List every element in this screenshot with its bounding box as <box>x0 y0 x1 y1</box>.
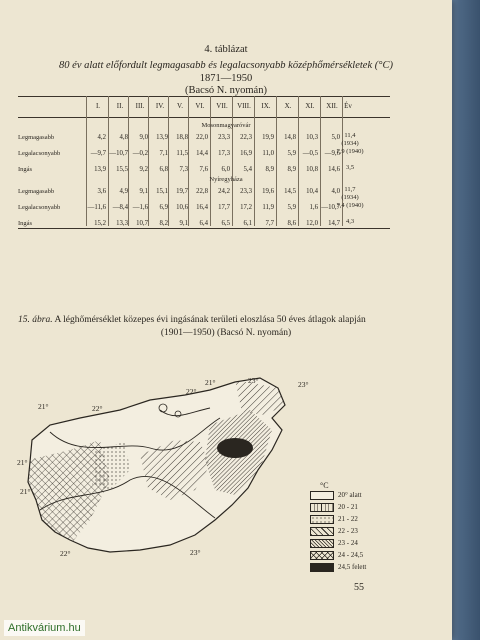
table-cell: 10,6 <box>176 204 188 211</box>
table-cell: 19,7 <box>176 188 188 195</box>
book-spine <box>448 0 480 640</box>
column-header: IX. <box>261 102 271 110</box>
legend-label: 24 - 24,5 <box>338 551 364 559</box>
column-header: XII. <box>326 102 338 110</box>
table-cell: 22,0 <box>196 134 208 141</box>
row-label: Legalacsonyabb <box>18 150 61 157</box>
table-cell: 19,6 <box>262 188 274 195</box>
table-cell: 14,8 <box>284 134 296 141</box>
table-cell: 10,3 <box>306 134 318 141</box>
table-header-rule <box>18 117 390 118</box>
table-cell: 8,9 <box>287 166 296 173</box>
legend-unit: °C <box>320 481 329 490</box>
table-cell: 7,1 <box>159 150 168 157</box>
table-cell: 6,8 <box>159 166 168 173</box>
column-header: VIII. <box>237 102 251 110</box>
table-cell: 17,7 <box>218 204 230 211</box>
table-cell: 24,2 <box>218 188 230 195</box>
column-header: V. <box>177 102 183 110</box>
legend-label: 20° alatt <box>338 491 362 499</box>
legend-swatch <box>310 563 334 572</box>
map-label: 21° <box>20 487 31 496</box>
year-cell: 11,4 (1934) <box>341 132 359 147</box>
map-label: 21° <box>17 458 28 467</box>
table-cell: —8,4 <box>112 204 128 211</box>
legend-label: 21 - 22 <box>338 515 358 523</box>
watermark: Antikvárium.hu <box>4 620 85 636</box>
table-source: (Bacsó N. nyomán) <box>185 85 267 96</box>
table-cell: 15,1 <box>156 188 168 195</box>
row-label: Legmagasabb <box>18 188 55 195</box>
table-cell: 5,9 <box>287 204 296 211</box>
table-cell: 4,2 <box>97 134 106 141</box>
column-header: VII. <box>216 102 228 110</box>
hungary-temperature-map <box>10 370 300 570</box>
table-cell: 11,9 <box>262 204 274 211</box>
table-cell: 6,9 <box>159 204 168 211</box>
map-label: 23° <box>298 380 309 389</box>
table-cell: 6,4 <box>199 220 208 227</box>
zone-24-5-above <box>217 438 253 458</box>
table-cell: —10,7 <box>109 150 128 157</box>
table-cell: 11,5 <box>176 150 188 157</box>
map-label: 22° <box>186 387 197 396</box>
year-cell: 7,9 (1940) <box>336 148 364 155</box>
legend-label: 23 - 24 <box>338 539 358 547</box>
table-cell: 7,3 <box>179 166 188 173</box>
table-cell: 7,7 <box>265 220 274 227</box>
row-label: Legmagasabb <box>18 134 55 141</box>
table-cell: 23,3 <box>240 188 252 195</box>
map-label: 21° <box>38 402 49 411</box>
station-name: Nyíregyháza <box>209 176 243 183</box>
table-cell: —10,7 <box>321 204 340 211</box>
table-cell: 10,4 <box>306 188 318 195</box>
table-cell: 22,8 <box>196 188 208 195</box>
table-cell: 11,0 <box>262 150 274 157</box>
table-cell: —9,7 <box>90 150 106 157</box>
table-cell: 9,1 <box>139 188 148 195</box>
year-cell: 3,5 <box>345 164 355 171</box>
map-label: 23° <box>248 376 259 385</box>
row-label: Ingás <box>18 220 33 227</box>
map-label: 21° <box>205 378 216 387</box>
table-cell: 5,0 <box>331 134 340 141</box>
table-cell: 3,6 <box>97 188 106 195</box>
column-header: IV. <box>155 102 165 110</box>
table-title: 80 év alatt előfordult legmagasabb és legalacsonyabb középhőmérsékletek (°C) <box>59 60 393 71</box>
map-label: 22° <box>92 404 103 413</box>
table-cell: 9,1 <box>179 220 188 227</box>
table-cell: —0,2 <box>132 150 148 157</box>
row-label: Legalacsonyabb <box>18 204 61 211</box>
table-cell: —1,6 <box>132 204 148 211</box>
map-label: 23° <box>190 548 201 557</box>
table-cell: —0,5 <box>302 150 318 157</box>
legend-swatch <box>310 491 334 500</box>
table-cell: 6,1 <box>243 220 252 227</box>
table-cell: 4,9 <box>119 188 128 195</box>
year-cell: 4,3 <box>345 218 355 225</box>
column-header: II. <box>116 102 124 110</box>
table-top-rule <box>18 96 390 97</box>
table-cell: 15,5 <box>116 166 128 173</box>
table-cell: 1,6 <box>309 204 318 211</box>
table-cell: 18,8 <box>176 134 188 141</box>
column-header: VI. <box>195 102 205 110</box>
year-cell: 11,7 (1934) <box>341 186 359 201</box>
page-number: 55 <box>354 582 364 593</box>
column-header: III. <box>135 102 145 110</box>
table-cell: 14,7 <box>328 220 340 227</box>
figure-caption-line1: A léghőmérséklet közepes évi ingásának területi eloszlása 50 éves átlagok alapján <box>54 315 366 325</box>
table-cell: —9,6 <box>324 150 340 157</box>
table-cell: 10,8 <box>306 166 318 173</box>
table-cell: 6,0 <box>221 166 230 173</box>
table-cell: 9,2 <box>139 166 148 173</box>
table-cell: 23,3 <box>218 134 230 141</box>
table-cell: 13,9 <box>94 166 106 173</box>
table-cell: 12,0 <box>306 220 318 227</box>
table-cell: 5,9 <box>287 150 296 157</box>
figure-caption-line2: (1901—1950) (Bacsó N. nyomán) <box>160 328 292 338</box>
table-cell: 17,3 <box>218 150 230 157</box>
legend-swatch <box>310 551 334 560</box>
table-cell: 10,7 <box>136 220 148 227</box>
table-cell: 17,2 <box>240 204 252 211</box>
legend-swatch <box>310 539 334 548</box>
table-cell: 16,9 <box>240 150 252 157</box>
table-cell: 14,4 <box>196 150 208 157</box>
table-cell: 8,9 <box>265 166 274 173</box>
column-header: X. <box>284 102 292 110</box>
figure-caption <box>18 314 388 327</box>
table-cell: 5,4 <box>243 166 252 173</box>
table-cell: 13,9 <box>156 134 168 141</box>
column-header: I. <box>95 102 101 110</box>
table-cell: 8,2 <box>159 220 168 227</box>
table-number: 4. táblázat <box>204 44 248 55</box>
table-bottom-rule <box>18 228 390 229</box>
table-cell: 4,8 <box>119 134 128 141</box>
table-cell: 22,3 <box>240 134 252 141</box>
table-cell: 16,4 <box>196 204 208 211</box>
table-cell: 15,2 <box>94 220 106 227</box>
station-name: Mosonmagyaróvár <box>201 122 251 129</box>
table-cell: 6,5 <box>221 220 230 227</box>
table-years: 1871—1950 <box>199 73 253 84</box>
table-cell: 4,0 <box>331 188 340 195</box>
table-cell: 14,5 <box>284 188 296 195</box>
table-cell: 7,6 <box>199 166 208 173</box>
table-cell: —11,6 <box>87 204 106 211</box>
figure-number: 15. ábra. <box>18 315 53 325</box>
table-cell: 9,0 <box>139 134 148 141</box>
row-label: Ingás <box>18 166 33 173</box>
table-cell: 19,9 <box>262 134 274 141</box>
map-label: 22° <box>60 549 71 558</box>
year-cell: 7,4 (1940) <box>336 202 364 209</box>
legend-swatch <box>310 503 334 512</box>
legend-swatch <box>310 515 334 524</box>
legend-swatch <box>310 527 334 536</box>
table-cell: 8,6 <box>287 220 296 227</box>
table-cell: 13,3 <box>116 220 128 227</box>
column-header: XI. <box>305 102 315 110</box>
column-header: Év <box>344 102 352 110</box>
legend-label: 24,5 felett <box>338 563 367 571</box>
table-cell: 14,6 <box>328 166 340 173</box>
legend-label: 22 - 23 <box>338 527 358 535</box>
legend-label: 20 - 21 <box>338 503 358 511</box>
